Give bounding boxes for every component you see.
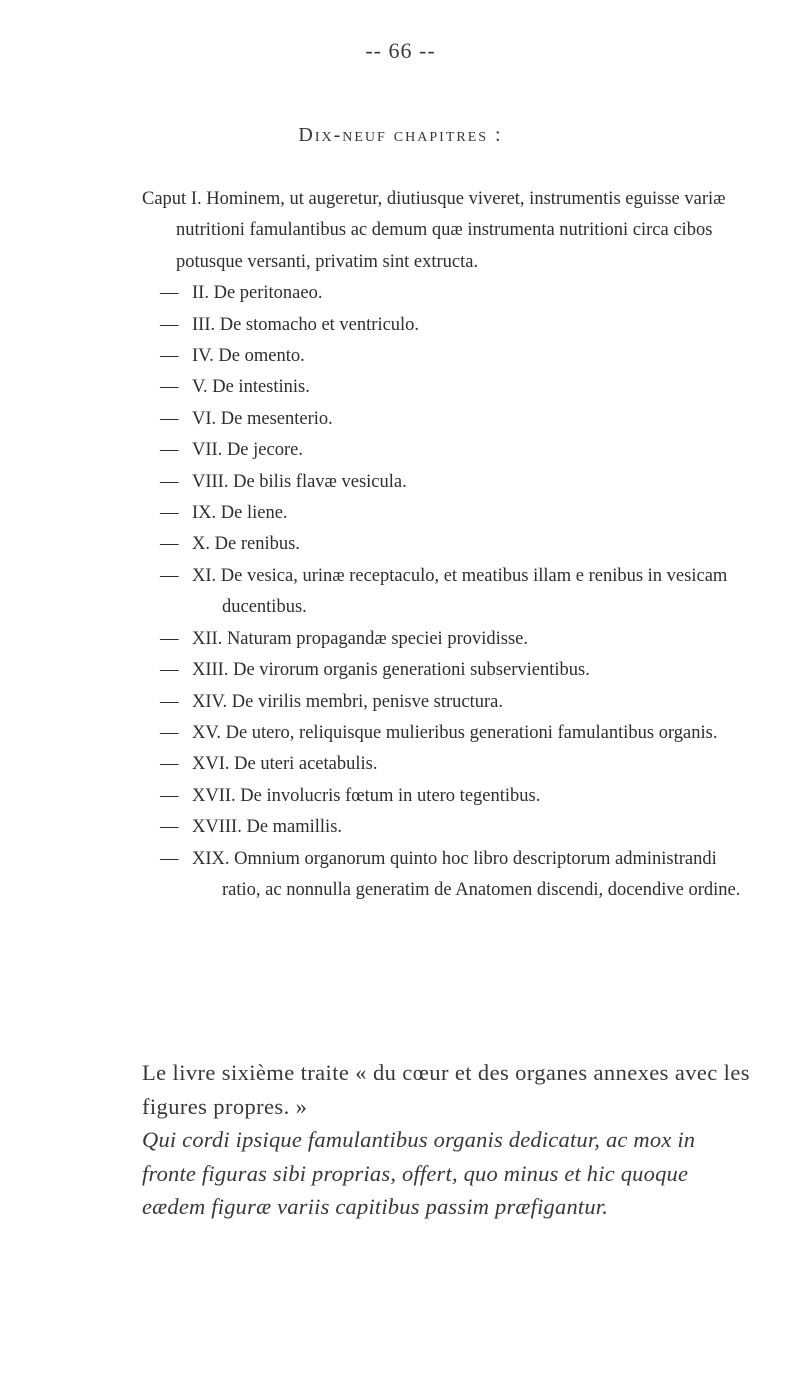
chapter-prefix: —: [160, 785, 179, 806]
chapter-title: De omento.: [218, 346, 305, 367]
chapter-number: XV.: [192, 722, 221, 743]
chapter-number: V.: [192, 377, 208, 398]
chapter-item: [0, 435, 801, 466]
chapter-prefix: —: [160, 848, 179, 869]
chapter-title: De utero, reliquisque mulieribus generationi famulantibus organis.: [225, 722, 718, 743]
chapter-title: De involucris fœtum in utero tegentibus.: [240, 785, 541, 806]
chapter-prefix: —: [160, 346, 179, 367]
chapter-prefix: —: [160, 503, 179, 524]
chapter-prefix: —: [160, 377, 179, 398]
commentary-intro: Le livre sixième traite « du cœur et des organes annexes avec les figures propres. »: [142, 1060, 750, 1119]
chapter-prefix: —: [160, 408, 179, 429]
chapter-item: [0, 529, 801, 560]
chapter-prefix: —: [160, 722, 179, 743]
chapter-number: X.: [192, 534, 210, 555]
chapter-prefix: —: [160, 314, 179, 335]
chapter-title: De bilis flavæ vesicula.: [233, 471, 407, 492]
chapter-prefix: —: [160, 628, 179, 649]
chapter-item: [0, 184, 801, 278]
chapter-title: De vesica, urinæ receptaculo, et meatibus illam e renibus in vesicam ducentibus.: [220, 565, 728, 618]
chapter-number: VIII.: [192, 471, 229, 492]
chapter-title: De virorum organis generationi subservientibus.: [233, 660, 590, 681]
chapter-item: [0, 561, 801, 624]
chapter-title: Naturam propagandæ speciei providisse.: [226, 628, 528, 649]
chapter-title: De virilis membri, penisve structura.: [231, 691, 504, 712]
chapter-list: [0, 184, 801, 906]
latin-quotation: Qui cordi ipsique famulantibus organis dedicatur, ac mox in fronte figuras sibi proprias, offert, quo minus et hic quoque eædem figuræ variis capitibus passim præfigantur.: [142, 1127, 696, 1219]
chapter-item: [0, 404, 801, 435]
chapter-item: [0, 467, 801, 498]
chapter-title: De mamillis.: [246, 817, 343, 838]
chapter-number: XII.: [192, 628, 223, 649]
chapter-title: De liene.: [220, 503, 288, 524]
chapter-number: IV.: [192, 346, 214, 367]
chapter-number: XVII.: [192, 785, 236, 806]
chapter-title: Hominem, ut augeretur, diutiusque viveret, instrumentis eguisse variæ nutritioni famulantibus ac demum quæ instrumenta nutritioni circa cibos potusque versanti, privatim sint extructa.: [176, 189, 726, 272]
chapter-number: XVIII.: [192, 817, 242, 838]
chapter-prefix: —: [160, 471, 179, 492]
chapter-number: II.: [192, 283, 209, 304]
chapter-number: XIII.: [192, 660, 229, 681]
chapter-item: [0, 844, 801, 907]
chapter-item: [0, 655, 801, 686]
chapter-number: XVI.: [192, 754, 230, 775]
chapter-prefix: —: [160, 565, 179, 586]
chapter-item: [0, 812, 801, 843]
chapter-title: De uteri acetabulis.: [234, 754, 378, 775]
chapter-title: De renibus.: [214, 534, 300, 555]
chapter-prefix: Caput: [142, 189, 187, 209]
chapter-prefix: —: [160, 754, 179, 775]
chapter-prefix: —: [160, 817, 179, 838]
chapter-title: De peritonaeo.: [213, 283, 323, 304]
chapter-title: De mesenterio.: [220, 408, 333, 429]
chapter-prefix: —: [160, 534, 179, 555]
chapter-title: Omnium organorum quinto hoc libro descriptorum administrandi ratio, ac nonnulla generatim de Anatomen discendi, docendive ordine.: [222, 848, 741, 900]
commentary-paragraph: [0, 1056, 801, 1224]
chapter-item: [0, 781, 801, 812]
chapter-item: [0, 498, 801, 529]
chapter-number: III.: [192, 314, 216, 335]
chapter-item: [0, 372, 801, 403]
chapter-number: XIX.: [192, 848, 230, 869]
chapter-title: De jecore.: [226, 440, 303, 461]
section-heading: Dix-neuf chapitres :: [298, 124, 503, 146]
chapter-number: VI.: [192, 408, 217, 429]
chapter-number: XIV.: [192, 691, 228, 712]
chapter-item: [0, 624, 801, 655]
chapter-item: [0, 718, 801, 749]
chapter-number: XI.: [192, 565, 217, 586]
chapter-prefix: —: [160, 660, 179, 681]
chapter-item: [0, 341, 801, 372]
chapter-number: I.: [190, 189, 202, 209]
chapter-item: [0, 749, 801, 780]
chapter-title: De intestinis.: [212, 377, 310, 398]
chapter-number: IX.: [192, 503, 217, 524]
page-number: -- 66 --: [365, 38, 436, 63]
chapter-item: [0, 687, 801, 718]
chapter-prefix: —: [160, 440, 179, 461]
chapter-item: [0, 310, 801, 341]
chapter-title: De stomacho et ventriculo.: [219, 314, 420, 335]
chapter-prefix: —: [160, 691, 179, 712]
chapter-number: VII.: [192, 440, 223, 461]
chapter-prefix: —: [160, 283, 179, 304]
chapter-item: [0, 278, 801, 309]
